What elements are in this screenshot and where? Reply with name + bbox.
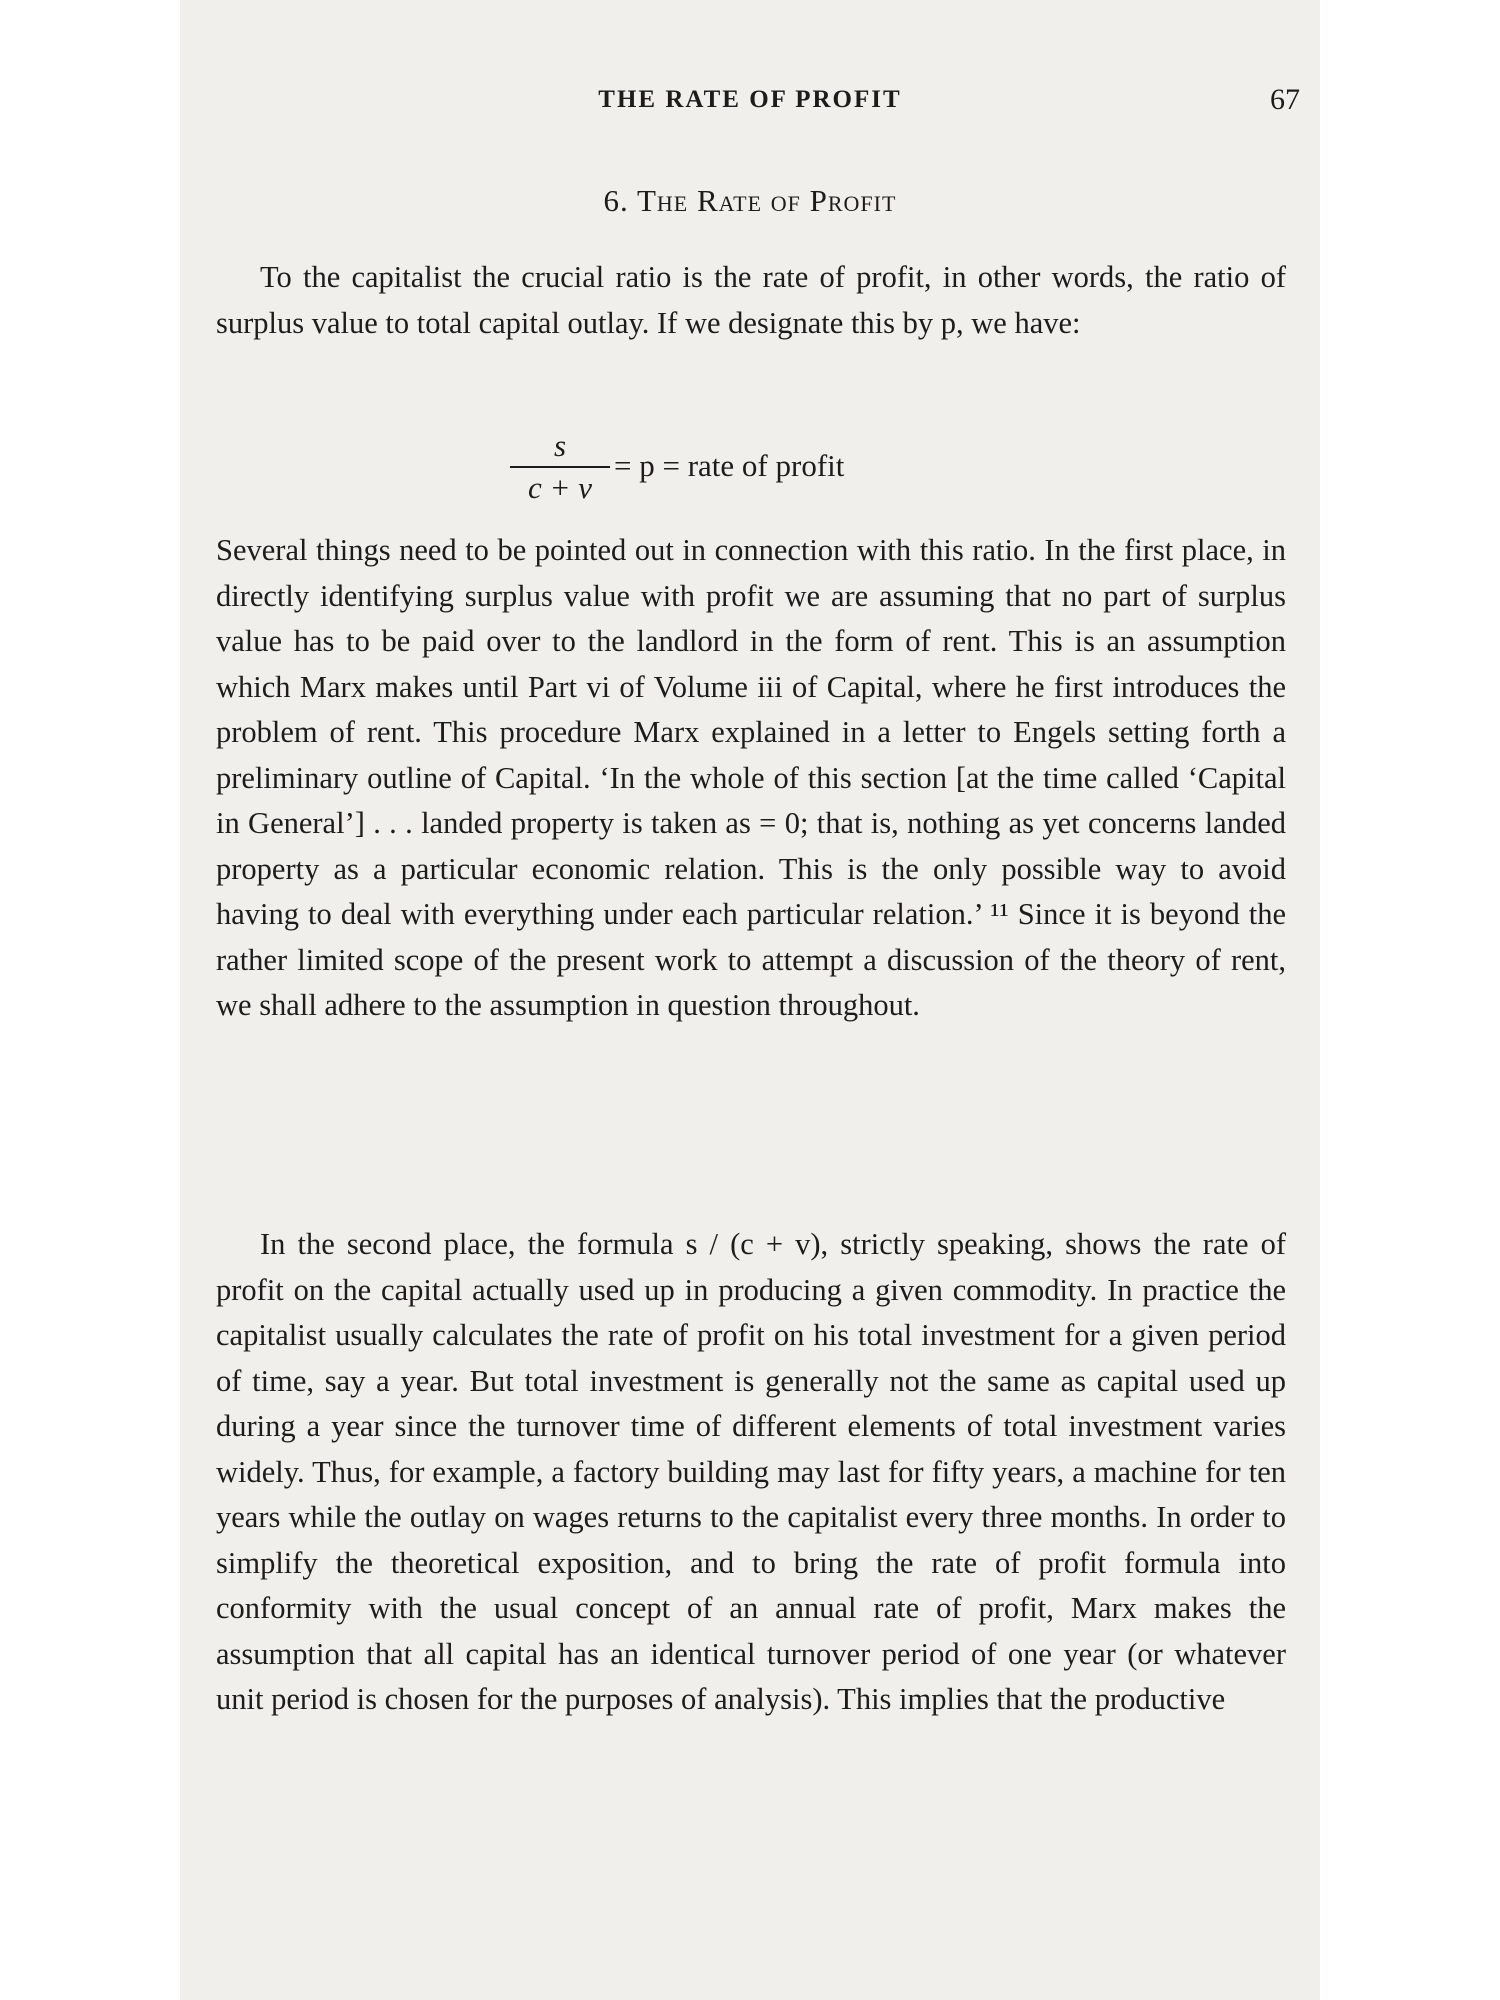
formula-fraction — [510, 428, 610, 506]
formula-numerator: s — [553, 428, 567, 463]
book-page — [180, 0, 1320, 2000]
section-heading: 6. The Rate of Profit — [603, 183, 897, 218]
fraction-bar — [510, 466, 610, 468]
paragraph-3: In the second place, the formula s / (c + v), strictly speaking, shows the rate of profit on the capital actually used up in producing a given commodity. In practice the capitalist usually calculates the rate of profit on his total investment for a given period of time, say a year. But total investment is generally not the same as capital used up during a year since the turnover time of different elements of total investment varies widely. Thus, for example, a factory building may last for fifty years, a machine for ten years while the outlay on wages returns to the capitalist every three months. In order to simplify the theoretical exposition, and to bring the rate of profit formula into conformity with the usual concept of an annual rate of profit, Marx makes the assumption that all capital has an identical turnover period of one year (or whatever unit period is chosen for the purposes of analysis). This implies that the productive — [216, 1227, 1286, 1716]
paragraph-1: To the capitalist the crucial ratio is the rate of profit, in other words, the ratio of surplus value to total capital outlay. If we designate this by p, we have: — [216, 260, 1286, 340]
page-number: 67 — [1270, 83, 1300, 116]
formula-denominator: c + v — [528, 470, 592, 505]
paragraph-2: Several things need to be pointed out in connection with this ratio. In the first place, in directly identifying surplus value with profit we are assuming that no part of surplus value has to be paid over to the landlord in the form of rent. This is an assumption which Marx makes until Part vi of Volume iii of Capital, where he first introduces the problem of rent. This procedure Marx explained in a letter to Engels setting forth a preliminary outline of Capital. ‘In the whole of this section [at the time called ‘Capital in General’] . . . landed property is taken as = 0; that is, nothing as yet concerns landed property as a particular economic relation. This is the only possible way to avoid having to deal with everything under each particular relation.’ ¹¹ Since it is beyond the rather limited scope of the present work to attempt a discussion of the theory of rent, we shall adhere to the assumption in question throughout. — [216, 533, 1286, 1022]
running-title: THE RATE OF PROFIT — [598, 86, 902, 113]
running-head — [180, 80, 1320, 120]
formula-result: = p = rate of profit — [614, 448, 845, 483]
